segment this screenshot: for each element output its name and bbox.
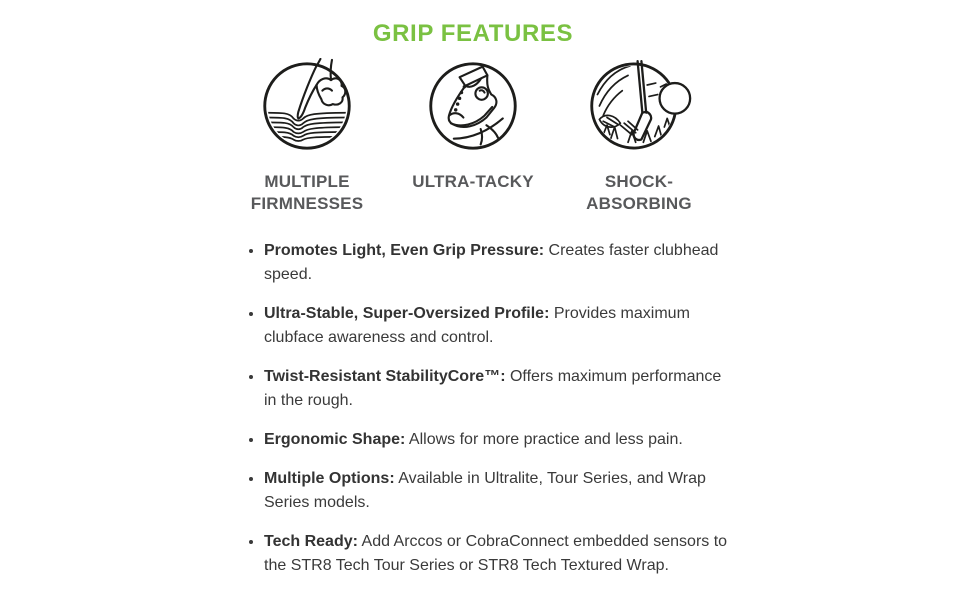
bullet-item	[264, 530, 734, 578]
bullet-item	[264, 467, 734, 515]
feature-bullet-list	[223, 239, 734, 578]
feature-shock-absorbing	[556, 58, 722, 215]
bullet-head: Tech Ready:	[264, 533, 358, 550]
feature-label: ULTRA-TACKY	[412, 172, 534, 191]
bullet-item	[264, 365, 734, 413]
bullet-body: Offers maximum performance in the rough.	[264, 368, 722, 409]
bullet-body: Allows for more practice and less pain.	[408, 431, 683, 448]
bullet-head: Promotes Light, Even Grip Pressure:	[264, 242, 545, 259]
bullet-body: Available in Ultralite, Tour Series, and Wrap Series models.	[264, 470, 706, 511]
bullet-body: Creates faster clubhead speed.	[264, 242, 719, 283]
grip-features-module	[223, 0, 728, 578]
bullet-item	[264, 302, 734, 350]
bullet-body: Add Arccos or CobraConnect embedded sensors to the STR8 Tech Tour Series or STR8 Tech Textured Wrap.	[264, 533, 728, 574]
page-title: GRIP FEATURES	[372, 20, 574, 47]
feature-label: SHOCK-ABSORBING	[586, 172, 692, 213]
feature-label: MULTIPLE FIRMNESSES	[250, 172, 364, 213]
golf-club-ball-icon	[586, 58, 693, 154]
bullet-item	[264, 428, 734, 452]
finger-press-icon	[259, 58, 355, 154]
bullet-head: Twist-Resistant StabilityCore™:	[264, 368, 506, 385]
bullet-body: Provides maximum clubface awareness and control.	[264, 305, 690, 346]
bullet-head: Ergonomic Shape:	[264, 431, 406, 448]
sneaker-icon	[425, 58, 521, 154]
feature-multiple-firmnesses	[224, 58, 390, 215]
feature-ultra-tacky	[390, 58, 556, 215]
bullet-head: Multiple Options:	[264, 470, 395, 487]
feature-icon-row	[223, 58, 723, 215]
bullet-head: Ultra-Stable, Super-Oversized Profile:	[264, 305, 550, 322]
bullet-item	[264, 239, 734, 287]
